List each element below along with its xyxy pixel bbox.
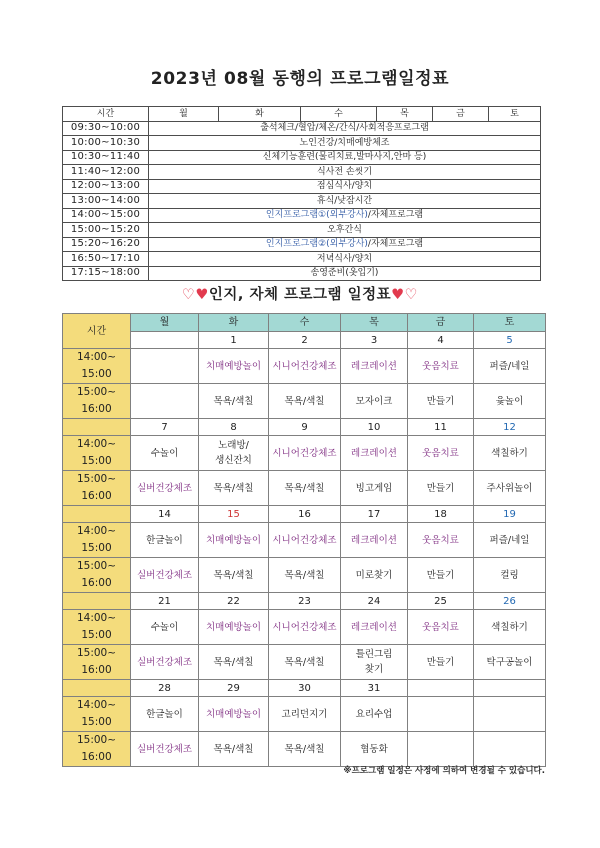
date-cell xyxy=(474,680,546,697)
program-cell: 실버건강체조 xyxy=(131,558,199,593)
program-cell: 미로찾기 xyxy=(341,558,408,593)
program-cell: 만들기 xyxy=(408,645,474,680)
time-cell: 15:20~16:20 xyxy=(63,237,149,252)
program-cell: 목욕/색칠 xyxy=(199,384,269,419)
program-cell: 웃음치료 xyxy=(408,610,474,645)
week-program-row xyxy=(63,558,546,593)
program-cell: 요리수업 xyxy=(341,697,408,732)
date-cell: 1 xyxy=(199,332,269,349)
program-cell: 식사전 손씻기 xyxy=(149,165,541,180)
program-cell: 모자이크 xyxy=(341,384,408,419)
time-cell: 14:00~ 15:00 xyxy=(63,523,131,558)
time-cell: 09:30~10:00 xyxy=(63,121,149,136)
program-cell: 레크레이션 xyxy=(341,349,408,384)
date-cell: 2 xyxy=(269,332,341,349)
program-cell: 윷놀이 xyxy=(474,384,546,419)
program-cell: 목욕/색칠 xyxy=(269,471,341,506)
time-cell-blank xyxy=(63,593,131,610)
program-cell: 레크레이션 xyxy=(341,610,408,645)
time-cell: 15:00~ 16:00 xyxy=(63,471,131,506)
program-schedule-title-text: 인지, 자체 프로그램 일정표 xyxy=(208,287,392,303)
time-cell: 14:00~ 15:00 xyxy=(63,436,131,471)
program-cell: 치매예방놀이 xyxy=(199,697,269,732)
time-cell: 15:00~ 16:00 xyxy=(63,645,131,680)
time-header: 시간 xyxy=(63,107,149,122)
program-cell: 신체기능훈련(물리치료,발마사지,안마 등) xyxy=(149,150,541,165)
date-cell: 29 xyxy=(199,680,269,697)
program-cell xyxy=(408,732,474,767)
time-cell: 14:00~ 15:00 xyxy=(63,349,131,384)
daily-schedule-row xyxy=(63,252,541,267)
program-cell: 웃음치료 xyxy=(408,436,474,471)
week-date-row xyxy=(63,506,546,523)
program-cell xyxy=(408,697,474,732)
schedule-change-notice: ※프로그램 일정은 사정에 의하여 변경될 수 있습니다. xyxy=(343,766,545,776)
date-cell: 11 xyxy=(408,419,474,436)
program-cell: 웃음치료 xyxy=(408,523,474,558)
date-cell: 12 xyxy=(474,419,546,436)
page-title: 2023년 08월 동행의 프로그램일정표 xyxy=(150,69,450,89)
program-cell: 틀린그림 찾기 xyxy=(341,645,408,680)
program-cell: 협동화 xyxy=(341,732,408,767)
program-cell xyxy=(131,384,199,419)
program-cell: 색칠하기 xyxy=(474,610,546,645)
program-cell: 한글놀이 xyxy=(131,697,199,732)
week-program-row xyxy=(63,645,546,680)
date-cell: 16 xyxy=(269,506,341,523)
program-cell: 목욕/색칠 xyxy=(269,384,341,419)
time-cell: 13:00~14:00 xyxy=(63,194,149,209)
external-program-text: 인지프로그램②(외부강사) xyxy=(265,239,368,250)
date-cell: 17 xyxy=(341,506,408,523)
daily-schedule-row xyxy=(63,208,541,223)
program-text: /자체프로그램 xyxy=(367,210,424,221)
time-cell: 12:00~13:00 xyxy=(63,179,149,194)
day-header: 금 xyxy=(433,107,489,122)
date-cell: 28 xyxy=(131,680,199,697)
day-header: 금 xyxy=(408,314,474,332)
daily-schedule-row xyxy=(63,121,541,136)
program-cell xyxy=(149,237,541,252)
program-cell: 목욕/색칠 xyxy=(199,645,269,680)
date-cell: 18 xyxy=(408,506,474,523)
time-cell: 15:00~15:20 xyxy=(63,223,149,238)
date-cell: 10 xyxy=(341,419,408,436)
date-cell: 7 xyxy=(131,419,199,436)
date-cell: 15 xyxy=(199,506,269,523)
program-cell: 휴식/낮잠시간 xyxy=(149,194,541,209)
program-cell: 색칠하기 xyxy=(474,436,546,471)
program-cell: 목욕/색칠 xyxy=(269,645,341,680)
time-cell: 14:00~15:00 xyxy=(63,208,149,223)
date-cell: 25 xyxy=(408,593,474,610)
day-header: 월 xyxy=(149,107,219,122)
program-cell: 치매예방놀이 xyxy=(199,610,269,645)
program-cell: 실버건강체조 xyxy=(131,732,199,767)
program-cell: 만들기 xyxy=(408,558,474,593)
time-cell: 15:00~ 16:00 xyxy=(63,384,131,419)
time-cell-blank xyxy=(63,680,131,697)
day-header: 화 xyxy=(219,107,301,122)
program-schedule-body xyxy=(63,314,546,767)
week-date-row xyxy=(63,332,546,349)
time-cell: 10:00~10:30 xyxy=(63,136,149,151)
time-cell: 16:50~17:10 xyxy=(63,252,149,267)
week-date-row xyxy=(63,680,546,697)
program-cell: 목욕/색칠 xyxy=(269,732,341,767)
program-cell: 목욕/색칠 xyxy=(199,558,269,593)
program-cell: 노래방/ 생신잔치 xyxy=(199,436,269,471)
program-cell: 퍼즐/네일 xyxy=(474,523,546,558)
program-cell: 탁구공놀이 xyxy=(474,645,546,680)
week-program-row xyxy=(63,384,546,419)
week-program-row xyxy=(63,610,546,645)
time-cell: 15:00~ 16:00 xyxy=(63,732,131,767)
time-cell-blank xyxy=(63,506,131,523)
day-header: 토 xyxy=(489,107,541,122)
program-cell: 목욕/색칠 xyxy=(199,471,269,506)
day-header: 목 xyxy=(341,314,408,332)
date-cell: 21 xyxy=(131,593,199,610)
program-cell: 한글놀이 xyxy=(131,523,199,558)
day-header: 토 xyxy=(474,314,546,332)
program-cell xyxy=(131,349,199,384)
time-cell: 15:00~ 16:00 xyxy=(63,558,131,593)
day-header: 수 xyxy=(301,107,377,122)
week-program-row xyxy=(63,523,546,558)
date-cell: 30 xyxy=(269,680,341,697)
time-cell: 10:30~11:40 xyxy=(63,150,149,165)
week-program-row xyxy=(63,436,546,471)
date-cell: 4 xyxy=(408,332,474,349)
time-cell: 17:15~18:00 xyxy=(63,266,149,281)
program-cell: 컬링 xyxy=(474,558,546,593)
program-cell: 치매예방놀이 xyxy=(199,349,269,384)
heart-decoration-right: ♥♡ xyxy=(391,287,419,303)
program-cell: 시니어건강체조 xyxy=(269,610,341,645)
program-header-row xyxy=(63,314,546,332)
program-cell: 시니어건강체조 xyxy=(269,349,341,384)
date-cell: 3 xyxy=(341,332,408,349)
date-cell: 26 xyxy=(474,593,546,610)
program-cell xyxy=(149,208,541,223)
program-cell: 송영준비(옷입기) xyxy=(149,266,541,281)
program-cell xyxy=(474,732,546,767)
day-header: 수 xyxy=(269,314,341,332)
program-cell: 만들기 xyxy=(408,384,474,419)
daily-schedule-header-row xyxy=(63,107,541,122)
week-program-row xyxy=(63,732,546,767)
week-program-row xyxy=(63,471,546,506)
program-cell: 웃음치료 xyxy=(408,349,474,384)
daily-schedule-row xyxy=(63,136,541,151)
day-header: 목 xyxy=(377,107,433,122)
daily-schedule-row xyxy=(63,223,541,238)
program-cell: 레크레이션 xyxy=(341,436,408,471)
program-schedule-title xyxy=(0,285,600,305)
daily-schedule-table xyxy=(62,106,541,281)
daily-schedule-row xyxy=(63,179,541,194)
program-cell: 시니어건강체조 xyxy=(269,436,341,471)
date-cell: 22 xyxy=(199,593,269,610)
daily-schedule-row xyxy=(63,237,541,252)
program-schedule-table xyxy=(62,313,546,767)
week-program-row xyxy=(63,349,546,384)
heart-decoration-left: ♡♥ xyxy=(181,287,209,303)
program-cell: 만들기 xyxy=(408,471,474,506)
program-cell: 출석체크/혈압/체온/간식/사회적응프로그램 xyxy=(149,121,541,136)
program-cell: 목욕/색칠 xyxy=(269,558,341,593)
program-cell: 실버건강체조 xyxy=(131,645,199,680)
day-header: 화 xyxy=(199,314,269,332)
time-header: 시간 xyxy=(63,314,131,349)
program-cell: 저녁식사/양치 xyxy=(149,252,541,267)
program-cell: 노인건강/치매예방체조 xyxy=(149,136,541,151)
program-cell: 퍼즐/네일 xyxy=(474,349,546,384)
date-cell xyxy=(131,332,199,349)
date-cell: 14 xyxy=(131,506,199,523)
program-cell: 점심식사/양치 xyxy=(149,179,541,194)
program-cell: 실버건강체조 xyxy=(131,471,199,506)
program-cell: 목욕/색칠 xyxy=(199,732,269,767)
week-date-row xyxy=(63,593,546,610)
program-text: /자체프로그램 xyxy=(367,239,424,250)
time-cell: 14:00~ 15:00 xyxy=(63,697,131,732)
daily-schedule-row xyxy=(63,165,541,180)
program-cell xyxy=(474,697,546,732)
program-cell: 빙고게임 xyxy=(341,471,408,506)
daily-schedule-row xyxy=(63,194,541,209)
time-cell-blank xyxy=(63,419,131,436)
week-date-row xyxy=(63,419,546,436)
program-cell: 시니어건강체조 xyxy=(269,523,341,558)
program-cell: 수놀이 xyxy=(131,610,199,645)
program-cell: 고리던지기 xyxy=(269,697,341,732)
date-cell: 19 xyxy=(474,506,546,523)
date-cell: 8 xyxy=(199,419,269,436)
external-program-text: 인지프로그램①(외부강사) xyxy=(265,210,368,221)
program-cell: 레크레이션 xyxy=(341,523,408,558)
program-cell: 치매예방놀이 xyxy=(199,523,269,558)
daily-schedule-body xyxy=(63,107,541,281)
date-cell xyxy=(408,680,474,697)
date-cell: 9 xyxy=(269,419,341,436)
program-cell: 오후간식 xyxy=(149,223,541,238)
date-cell: 31 xyxy=(341,680,408,697)
daily-schedule-row xyxy=(63,150,541,165)
daily-schedule-row xyxy=(63,266,541,281)
program-cell: 주사위놀이 xyxy=(474,471,546,506)
day-header: 월 xyxy=(131,314,199,332)
program-cell: 수놀이 xyxy=(131,436,199,471)
time-cell: 14:00~ 15:00 xyxy=(63,610,131,645)
date-cell: 23 xyxy=(269,593,341,610)
time-cell: 11:40~12:00 xyxy=(63,165,149,180)
date-cell: 5 xyxy=(474,332,546,349)
week-program-row xyxy=(63,697,546,732)
date-cell: 24 xyxy=(341,593,408,610)
